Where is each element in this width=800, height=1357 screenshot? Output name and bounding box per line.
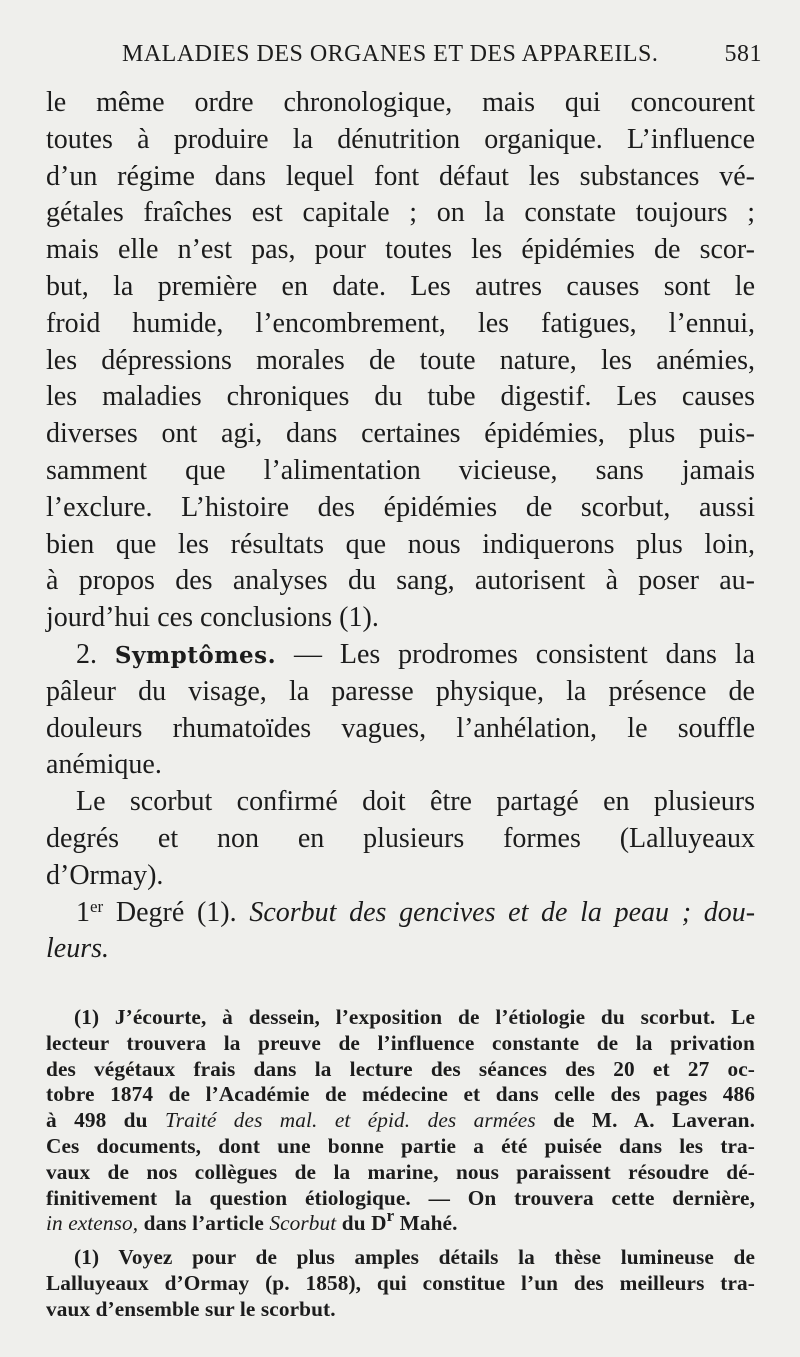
footnotes — [46, 1005, 755, 1323]
footnote-book-title: Traité des mal. et épid. des armées — [164, 1108, 536, 1133]
text-line: anémique. — [46, 749, 162, 781]
page-number: 581 — [724, 41, 762, 67]
text-line: degrés et non en plusieurs formes (Lalluyeaux — [46, 822, 755, 854]
text-line: diverses ont agi, dans certaines épidémies, plus puis- — [46, 418, 755, 450]
footnote-line — [46, 1206, 755, 1237]
text-line: l’exclure. L’histoire des épidémies de scorbut, aussi — [46, 491, 755, 523]
text-line: bien que les résultats que nous indiquerons plus loin, — [46, 528, 755, 560]
text-line: le même ordre chronologique, mais qui concourent — [46, 87, 755, 118]
text-line: les maladies chroniques du tube digestif. Les causes — [46, 381, 755, 413]
footnote-line: Ces documents, dont une bonne partie a été puisée dans les tra- — [46, 1133, 755, 1158]
text-line: à propos des analyses du sang, autorisent à poser au- — [46, 565, 755, 597]
footnote-text: à 498 du — [46, 1108, 148, 1133]
text-line: Le scorbut confirmé doit être partagé en plusieurs — [76, 786, 755, 818]
footnote-line: lecteur trouvera la preuve de l’influence constante de la privation — [46, 1030, 755, 1055]
main-text — [46, 85, 755, 968]
footnote-text: dans l’article — [143, 1211, 264, 1236]
degree-title-continued: leurs. — [46, 933, 109, 965]
footnote-text: Mahé. — [399, 1211, 458, 1236]
page-header — [122, 34, 762, 74]
footnote-text: de M. A. Laveran. — [553, 1108, 755, 1133]
footnote-line: (1) Voyez pour de plus amples détails la thèse lumineuse de — [74, 1245, 755, 1270]
text-line: toutes à produire la dénutrition organique. L’influence — [46, 123, 755, 155]
text-line: samment que l’alimentation vicieuse, sans jamais — [46, 454, 755, 486]
footnote-line: vaux de nos collègues de la marine, nous paraissent résoudre dé- — [46, 1159, 755, 1184]
text-line: d’Ormay). — [46, 859, 164, 891]
degree-label: Degré (1). — [115, 896, 237, 928]
section-number: 2. — [76, 638, 97, 670]
footnote-line: finitivement la question étiologique. — On trouvera cette dernière, — [46, 1185, 755, 1210]
degree-ordinal: 1 — [76, 896, 90, 928]
footnote-superscript: r — [386, 1206, 395, 1226]
section-heading: Symptômes. — [114, 641, 277, 669]
symptoms-heading-line — [46, 637, 755, 674]
footnote-line: vaux d’ensemble sur le scorbut. — [46, 1296, 336, 1321]
text-line: but, la première en date. Les autres causes sont le — [46, 270, 755, 302]
footnote-line: tobre 1874 de l’Académie de médecine et dans celle des pages 486 — [46, 1082, 755, 1107]
text-line: gétales fraîches est capitale ; on la constate toujours ; — [46, 197, 755, 229]
text-line: les dépressions morales de toute nature, les anémies, — [46, 344, 755, 376]
footnote-text: du — [341, 1211, 366, 1236]
text-line: douleurs rhumatoïdes vagues, l’anhélation, le souffle — [46, 712, 755, 744]
text-line: jourd’hui ces conclusions (1). — [46, 602, 379, 634]
footnote-line: (1) J’écourte, à dessein, l’exposition de l’étiologie du scorbut. Le — [74, 1005, 755, 1029]
footnote-italic: in extenso, — [46, 1211, 139, 1236]
footnote-line: Lalluyeaux d’Ormay (p. 1858), qui constitue l’un des meilleurs tra- — [46, 1270, 755, 1295]
text-line: froid humide, l’encombrement, les fatigues, l’ennui, — [46, 307, 755, 339]
text-line: mais elle n’est pas, pour toutes les épidémies de scor- — [46, 234, 755, 266]
running-title: MALADIES DES ORGANES ET DES APPAREILS. — [122, 41, 659, 67]
degree-title: Scorbut des gencives et de la peau ; dou- — [249, 896, 756, 928]
text-line: pâleur du visage, la paresse physique, la présence de — [46, 675, 755, 707]
degree-ordinal-suffix: er — [90, 896, 104, 916]
text-line: d’un régime dans lequel font défaut les substances vé- — [46, 160, 755, 192]
footnote-line: des végétaux frais dans la lecture des séances des 20 et 27 oc- — [46, 1056, 755, 1081]
section-first-text: — Les prodromes consistent dans la — [294, 638, 755, 670]
footnote-text: D — [371, 1211, 387, 1236]
footnote-italic: Scorbut — [269, 1211, 337, 1236]
footnote-gap — [46, 1237, 755, 1245]
footnote-line — [46, 1108, 755, 1134]
degree-heading-line — [46, 895, 755, 932]
